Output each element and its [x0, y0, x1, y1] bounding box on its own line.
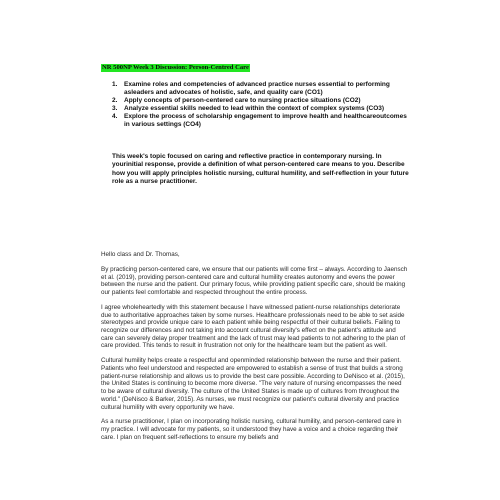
objectives-list: [112, 81, 412, 129]
body-paragraph: As a nurse practitioner, I plan on incorporating holistic nursing, cultural humility, and person-centered care in my practice. I will advocate for my patients, so it understood they have a voice and a choice regarding their care. I plan on frequent self-reflections to ensure my beliefs and: [101, 418, 402, 441]
objective-item: [112, 113, 412, 129]
discussion-prompt: This week's topic focused on caring and reflective practice in contemporary nursing. In yourinitial response, provide a definition of what person-centered care means to you. Describe how you will apply principles holistic nursing, cultural humility, and self-reflection in your future role as a nurse practitioner.: [112, 153, 409, 186]
objective-number: 2.: [112, 97, 118, 104]
objective-text: Analyze essential skills needed to lead within the context of complex systems (CO3): [124, 105, 385, 112]
objective-number: 3.: [112, 105, 118, 112]
objective-text: Explore the process of scholarship engagement to improve health and healthcareoutcomes in various settings (CO4): [124, 113, 407, 128]
body-paragraph: I agree wholeheartedly with this statement because I have witnessed patient-nurse relationships deteriorate due to authoritative approaches taken by some nurses. Healthcare professionals need to be able to set aside stereotypes and provide unique care to each patient while being respectful of their cultural beliefs. Failing to recognize our differences and not taking into account cultural diversity's effect on the patient's attitude and care can severely delay proper treatment and the lack of trust may lead patients to not adhering to the plan of care provided. This tends to result in frustration not only for the healthcare team but the patient as well.: [101, 303, 406, 350]
body-paragraph: Cultural humility helps create a respectful and openminded relationship between the nurse and their patient. Patients who feel understood and respected are empowered to establish a sense of trust that builds a strong patient-nurse relationship and allows us to provide the best care possible. According to DeNisco et al. (2015), the United States is continuing to become more diverse. "The very nature of nursing encompasses the need to be aware of cultural diversity. The culture of the United States is made up of cultures from throughout the world." (DeNisco & Barker, 2015). As nurses, we must recognize our patient's cultural diversity and practice cultural humility with every opportunity we have.: [101, 357, 405, 411]
objective-number: 4.: [112, 113, 118, 120]
objective-number: 1.: [112, 81, 118, 88]
objective-item: [112, 97, 412, 105]
body-paragraph: By practicing person-centered care, we ensure that our patients will come first – always. According to Jaensch et al. (2019), providing person-centered care and cultural humility creates autonomy and evens the power between the nurse and the patient. Our primary focus, while providing patient specific care, should be making our patients feel comfortable and respected throughout the entire process.: [101, 265, 408, 296]
objective-item: [112, 81, 412, 97]
objective-item: [112, 105, 412, 113]
greeting: Hello class and Dr. Thomas,: [101, 251, 180, 258]
response-body: [101, 251, 408, 449]
objective-text: Examine roles and competencies of advanced practice nurses essential to performing asleaders and advocates of holistic, safe, and quality care (CO1): [124, 81, 390, 96]
objective-text: Apply concepts of person-centered care to nursing practice situations (CO2): [124, 97, 361, 104]
document-title: NR 500NP Week 3 Discussion: Person-Centred Care: [102, 64, 249, 71]
